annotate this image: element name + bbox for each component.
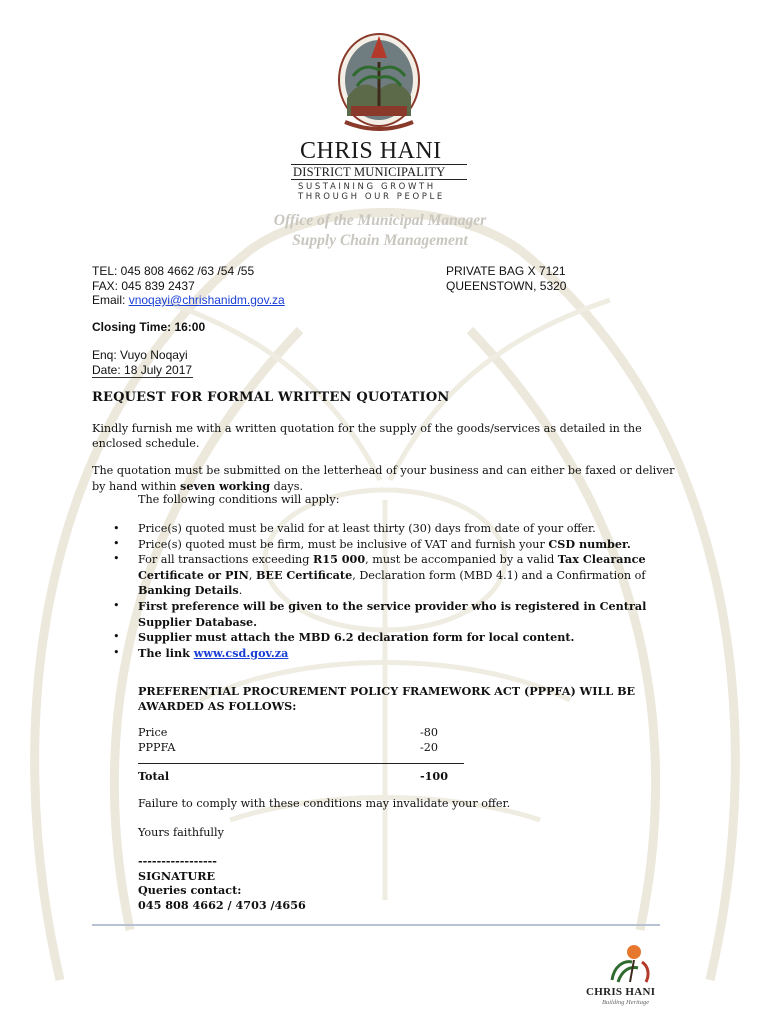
footer-tagline: Building Heritage bbox=[602, 999, 650, 1006]
letterhead-brand bbox=[291, 138, 471, 202]
list-item bbox=[113, 646, 683, 662]
amount-bold: R15 000 bbox=[312, 552, 366, 567]
list-item bbox=[113, 552, 683, 599]
csd-link[interactable]: www.csd.gov.za bbox=[193, 645, 289, 660]
condition-text: Price(s) quoted must be firm, must be inclusive of VAT and furnish your bbox=[138, 537, 549, 551]
list-item bbox=[113, 522, 683, 537]
brand-tagline-1: SUSTAINING GROWTH bbox=[298, 182, 436, 192]
signature-dashes: ----------------- bbox=[138, 854, 217, 868]
total-value: -100 bbox=[420, 769, 448, 783]
tel-line: TEL: 045 808 4662 /63 /54 /55 bbox=[92, 264, 255, 278]
queries-phones: 045 808 4662 / 4703 /4656 bbox=[138, 897, 306, 912]
submission-text: The quotation must be submitted on the letterhead of your business and can either be faxed or deliver by hand within bbox=[92, 464, 675, 493]
conditions-list bbox=[113, 522, 683, 661]
brand-name: CHRIS HANI bbox=[300, 138, 442, 164]
email-label: Email: bbox=[92, 293, 129, 307]
score-value: -80 bbox=[420, 726, 439, 739]
enquiry-line: Enq: Vuyo Noqayi bbox=[92, 348, 188, 362]
enquiry-block bbox=[92, 348, 193, 378]
brand-subtitle: DISTRICT MUNICIPALITY bbox=[291, 164, 467, 180]
signature-block bbox=[138, 854, 306, 912]
office-title: Office of the Municipal Manager bbox=[273, 212, 487, 229]
condition-text: First preference will be given to the service provider who is registered in Central Supplier Database. bbox=[138, 598, 647, 629]
list-item bbox=[113, 599, 683, 630]
csd-number-bold: CSD number. bbox=[548, 536, 631, 551]
list-item bbox=[113, 537, 683, 553]
signature-label: SIGNATURE bbox=[138, 868, 216, 883]
table-row bbox=[138, 726, 468, 741]
footer-divider bbox=[92, 924, 660, 926]
score-label: PPPFA bbox=[138, 741, 176, 754]
contact-block bbox=[92, 264, 692, 308]
total-divider bbox=[138, 763, 464, 764]
brand-tagline-2: THROUGH OUR PEOPLE bbox=[298, 191, 445, 202]
municipal-crest-icon bbox=[331, 28, 427, 138]
address-line-1: PRIVATE BAG X 7121 bbox=[446, 264, 566, 278]
condition-text: Supplier must attach the MBD 6.2 declaration form for local content. bbox=[138, 630, 575, 645]
table-row bbox=[138, 741, 468, 756]
queries-label: Queries contact: bbox=[138, 883, 242, 898]
condition-text: Price(s) quoted must be valid for at least thirty (30) days from date of your offer. bbox=[138, 522, 596, 535]
total-label: Total bbox=[138, 769, 170, 783]
postal-address bbox=[446, 264, 566, 293]
total-row bbox=[138, 769, 468, 784]
sign-off: Yours faithfully bbox=[138, 826, 224, 839]
footer-brand-name: CHRIS HANI bbox=[586, 986, 656, 998]
address-line-2: QUEENSTOWN, 5320 bbox=[446, 278, 567, 293]
email-link[interactable]: vnoqayi@chrishanidm.gov.za bbox=[128, 293, 285, 307]
document-heading: REQUEST FOR FORMAL WRITTEN QUOTATION bbox=[92, 390, 450, 405]
date-line: Date: 18 July 2017 bbox=[92, 362, 193, 377]
submission-days-bold: seven working bbox=[180, 478, 271, 493]
email-line bbox=[92, 293, 692, 308]
conditions-intro: The following conditions will apply: bbox=[138, 493, 340, 506]
fax-line: FAX: 045 839 2437 bbox=[92, 278, 195, 293]
banking-details-bold: Banking Details bbox=[138, 583, 239, 598]
condition-text: For all transactions exceeding bbox=[138, 553, 313, 567]
bee-certificate-bold: BEE Certificate bbox=[255, 567, 353, 582]
office-subtitle: Supply Chain Management bbox=[292, 232, 468, 249]
tax-clearance-bold: Tax Clearance Certificate or PIN bbox=[138, 552, 646, 582]
intro-paragraph: Kindly furnish me with a written quotation for the supply of the goods/services as detailed in the enclosed schedule. bbox=[92, 422, 642, 450]
failure-notice: Failure to comply with these conditions may invalidate your offer. bbox=[138, 797, 511, 810]
condition-text: , Declaration form (MBD 4.1) and a Confirmation of bbox=[352, 568, 646, 582]
bullet-icon: • bbox=[113, 645, 120, 659]
score-label: Price bbox=[138, 726, 168, 739]
score-value: -20 bbox=[420, 741, 439, 754]
list-item bbox=[113, 630, 683, 646]
condition-text: . bbox=[238, 584, 243, 598]
closing-time: Closing Time: 16:00 bbox=[92, 320, 206, 334]
submission-end: days. bbox=[270, 479, 304, 493]
bullet-icon: • bbox=[113, 522, 120, 535]
bullet-icon: • bbox=[113, 536, 120, 550]
bullet-icon: • bbox=[113, 630, 120, 644]
pppfa-heading: PREFERENTIAL PROCUREMENT POLICY FRAMEWORK ACT (PPPFA) WILL BE AWARDED AS FOLLOWS: bbox=[138, 684, 636, 713]
submission-paragraph bbox=[92, 464, 682, 494]
condition-text: , bbox=[248, 568, 256, 582]
bullet-icon: • bbox=[113, 552, 120, 566]
bullet-icon: • bbox=[113, 598, 120, 612]
condition-text: The link bbox=[138, 645, 194, 660]
condition-text: , must be accompanied by a valid bbox=[365, 553, 558, 567]
